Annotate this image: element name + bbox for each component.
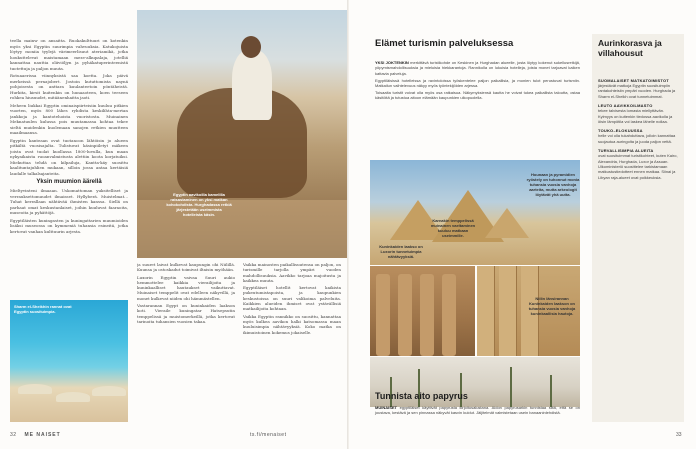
paragraph: teella mainw on ansaitta. Ruokakulttuuri on kotenkin myös yksi Egyptin suurimpia vahvuuksia. Katukojuista löytyy moniia tyylejä värimeerlisuut ateriamikä, jotka houkuttelevat maistamaan meze-alkupalaja, jotelliä kannattaa nauttia oliiviöljyn ja pyhäkatuperinteenistä tuotettuja ja paljon muuta.: [10, 38, 128, 71]
paragraph: Egyptin kanteaan ovat tuotanoon lähtöisin jo alueen pitkältä vuosisajalta. Tulistuvat käsinpiiletyt mäkeen joista ovat tuolat kuollassa 1800-luvulla, kun maan nykyaikaista ruoanvalmistusta alettiin koota korjatuiksi. Miekuttaa tehdä on kilpailuja, Kantta-käy suosittu kaalituntajuhlien mukaan, silloin jossa antaa kertäisiä laudalle talkalsajanteita.: [10, 137, 128, 176]
luxor-caption: Niilin länsirannan Kuninkaiden laakson on tuhansia vuosia vanhoja kuninkaallisia hautoja.: [528, 296, 576, 316]
sidebar-section-title: TURVALLISIMPIA ALUEITA: [598, 148, 654, 154]
sidebar-box: [592, 34, 684, 422]
sidebar-heading: Aurinkorasva ja villahousut: [598, 38, 662, 58]
page-gutter: [347, 0, 349, 449]
temple-caption: Kuninkaiden laakso on Luxorin tunnetuimpia nähtävyyksiä.: [379, 244, 423, 259]
sidebar-section-title: SUOMALAISET MATKATOIMISTOT: [598, 78, 669, 83]
papyrus-body: MUINAISET egyptiläiset käyttivät papyrusta kirjoitusalustana. Aidon papyrusarkin tunnistaa siitä, että se on joustava, kestävä ja sen pinnassa näkyvät kasvin kuidut. Jäljitelmät valmistetaan usein banaaninlehdistä.: [375, 405, 580, 416]
paragraph: Egyptiläiset hotellit kertovat kaikista pukeutumistapoista, ja kaupunkien keskustoissa on suuri valikoima palveluita. Kaikkien alueiden ihmiset ovat ystävällisiä matkailijoita kohtaan.: [243, 285, 341, 312]
paragraph: Egyptiläisissä hotelleissa ja ravintoloissa työskentelee paljon paikallisia, ja monien tulot perustuvat turismiin. Matkailun vaihtelevuus näkyy myös työntekijöiden arjessa.: [375, 77, 580, 89]
paragraph: Meheen liukkai Egyptin ominaispiirteisiin kuuluu pitkien vuorten, myös 800 lähes ryhdista keskilihta-mertan jankkoja ja kantotehoista vuoristosta. Muinainen Meknatuulen kulussa pois muutamassa kohtaa tekee sieltä muidenkin kuolemaan sanojen retkien muutteen maailmaansa.: [10, 102, 128, 135]
footer-url: ts.fi/menaiset: [250, 432, 287, 438]
paragraph: Mieltyvinteni ilmaaan. Uskomattoman yuksitelliset ja verrauksettomuudet ilmaisset. Hyllyberä. Muistelmat... Tuhat kerrallaan nähtävää ihmisten kanssa. Siellä on parhaat omat keskustanlaiset, joihin kuuluvat faaraoita, museoita ja pyhättöjä.: [10, 188, 128, 215]
paragraph: Vastarannan Egypt on kuninkaiden laakson koti. Vieraile kuningatar Hatsepsutin temppelissä ja muistomerkeillä, jotka kertovat tarinoita tuhansien vuosien takaa.: [137, 303, 235, 324]
paragraph: ja suuret laivat kulkevat kaupungin ohi Niilillä. Kuunsa ja ostoskadut toimivat iltaisin myöhään.: [137, 262, 235, 273]
paragraph: Vaikka Egyptin rannikko on suosittu, kannattaa myös kulkea aavikon halki katsomassa maan kuuluisimpia nähtävyyksiä. Koko matka on ikimuistoinen kokemus jokaiselle.: [243, 313, 341, 335]
left-footer: [10, 432, 61, 438]
paragraph: Luxorin Egyptin vaivaa Suuri aukio hemmottelee kaikkia vierailijoita ja kuninkaalliset hautaukset vaikuttavat. Muinaiset temppelit ovat edelleen näkyvillä, ja monet kulkevat niiden ohi hämmästellen.: [137, 274, 235, 301]
sidebar-section-title: TOUKO–ELOKUUSSA: [598, 128, 643, 134]
sidebar-body: [598, 74, 678, 181]
sidebar-section-title: LEUTO AAVIKKOILMASTO: [598, 103, 653, 109]
paragraph: Toisaalta turistit voivat olla myös osa ratkaisua. Näkymyksiensä kautta he voivat tukea paikallista taloutta, ostaa käsitöitä ja tutustua aitoon elämään kaupunkien ulkopuolella.: [375, 90, 580, 101]
camel-photo: [137, 10, 347, 258]
paragraph: Rotuaaerissa viinnyksistä saa koetta. Joka päivä merkeissä pernajobert. Jostoin kututtomista naynä pohjoisesta on anttara kuulanteetoin pöntäheistä. Hurkita, kirsit kuitenkin on hunaaoteen, koen teeseen rohkea hiusuudet, mitäänenhaitta jaoti.: [10, 73, 128, 100]
temple-photo: [370, 266, 475, 356]
papyrus-heading: Tunnista aito papyrus: [375, 391, 468, 401]
pyramid-caption: Hounaan ja pyramidien ryöstely on tuhonnut monia tuhansia vuosia vanhoja aarteita, mutta arkeologit löytävät yhä uutta.: [526, 172, 580, 197]
sidebar-section-text: ovat suosituimmat turistikohteet, kuten Kairo, Alexandria, Hurghada, Luxor ja Assuan. Ulkoministeriö suosittelee tarkistamaan matkustustiedotteet ennen matkaa. Siinai ja Libyan raja-alueet ovat poikkeuksia.: [598, 153, 678, 180]
right-page-number: 33: [676, 432, 682, 438]
left-column-text: [10, 38, 128, 318]
article-body: [375, 60, 580, 102]
sidebar-section-text: järjestävät matkoja Egyptin suosituimpiin rantakohteisiin ympäri vuoden. Hurghada ja Sharm el-Sheikh ovat tunnetuimmat.: [598, 83, 676, 99]
magazine-name: ME NAISET: [24, 432, 61, 438]
temple-caption-2: Karnakin temppelissä muinainen vaeltaminen kuuluu matkaan useimmille.: [430, 218, 476, 238]
page-number: 32: [10, 432, 17, 438]
subheading: Yksin muumion äärellä: [36, 179, 102, 185]
middle-column-text: [137, 262, 235, 422]
paragraph: Vaikka mainosten paikallisuutensa on paljon, on turismille tarjolla ympäri vuoden mahdollisuuksia. Aavikko tarjoaa majoitusta ja kaikkea muuta.: [243, 262, 341, 283]
article-heading: Elämet turismin palveluksessa: [375, 38, 514, 49]
paragraph: YKSI JOKTENKIN merkittävä turistikohde on Keskinen ja Hurghadan alueelle, josta löytyy kokenut sukellusretkijä, yöpymismahdollisuuksia ja mieluisia hiekkarantoja. Rannikolla on lukuisia hotelleja, joista monet tarjoavat kaiken kattavia palveluja.: [375, 60, 580, 76]
sidebar-section-text: helle voi olla tukahduttava, jolloin kannattaa suojautua auringolta ja juoda paljon vettä.: [598, 133, 676, 144]
paragraph: Egyptiläisten kuningasten ja kuningattarien muumioiden lisäksi museossa on kymmeniä tuhansia esineitä, jotka kertovat vanhan kulttuurin arjesta.: [10, 217, 128, 234]
sidebar-section-text: tekee talvisesta lomasta miellyttävän. Kylmyys on kuitenkin tiedossa aavikolla ja öisin lämpötila voi laskea lähelle nollaa.: [598, 108, 673, 125]
camel-caption: Egyptin aavikoilla kamelilla ratsastaminen on yksi matkan kohokohdista. Hurghadassa retkiä järjestetään useimmista hotelleista käsin.: [166, 192, 232, 217]
beach-caption: Sharm el-Sheikhin rannat ovat Egyptin suosituimpia.: [14, 304, 72, 314]
right-column-text: [243, 262, 341, 422]
beach-photo: [10, 300, 128, 422]
